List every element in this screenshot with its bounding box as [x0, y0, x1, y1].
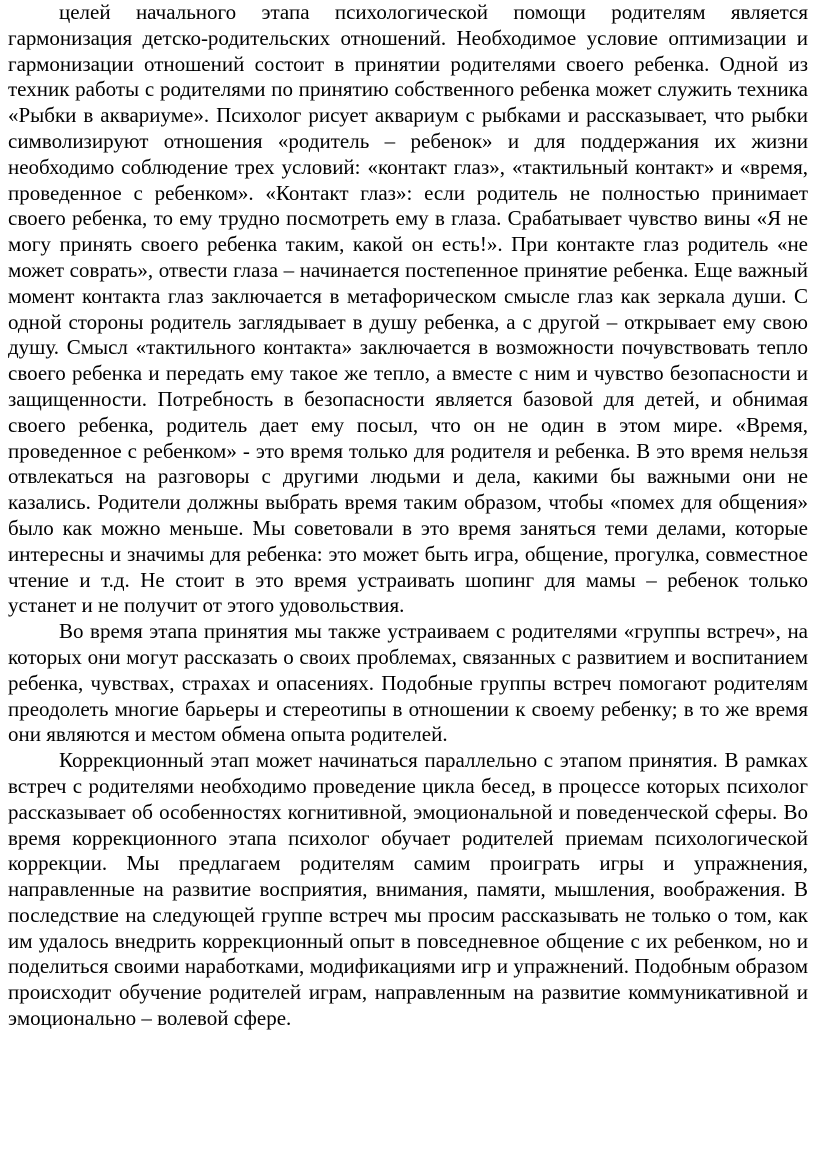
paragraph-3: Коррекционный этап может начинаться параллельно с этапом принятия. В рамках встреч с родителями необходимо проведение цикла бесед, в процессе которых психолог рассказывает об особенностях когнитивной, эмоциональной и поведенческой сферы. Во время коррекционного этапа психолог обучает родителей приемам психологической коррекции. Мы предлагаем родителям самим проиграть игры и упражнения, направленные на развитие восприятия, внимания, памяти, мышления, воображения. В последствие на следующей группе встреч мы просим рассказывать не только о том, как им удалось внедрить коррекционный опыт в повседневное общение с их ребенком, но и поделиться своими наработками, модификациями игр и упражнений. Подобным образом происходит обучение родителей играм, направленным на развитие коммуникативной и эмоционально – волевой сфере. — [8, 748, 808, 1031]
paragraph-2: Во время этапа принятия мы также устраиваем с родителями «группы встреч», на которых они могут рассказать о своих проблемах, связанных с развитием и воспитанием ребенка, чувствах, страхах и опасениях. Подобные группы встреч помогают родителям преодолеть многие барьеры и стереотипы в отношении к своему ребенку; в то же время они являются и местом обмена опыта родителей. — [8, 619, 808, 747]
paragraph-1: целей начального этапа психологической помощи родителям является гармонизация детско-родительских отношений. Необходимое условие оптимизации и гармонизации отношений состоит в принятии родителями своего ребенка. Одной из техник работы с родителями по принятию собственного ребенка может служить техника «Рыбки в аквариуме». Психолог рисует аквариум с рыбками и рассказывает, что рыбки символизируют отношения «родитель – ребенок» и для поддержания их жизни необходимо соблюдение трех условий: «контакт глаз», «тактильный контакт» и «время, проведенное с ребенком». «Контакт глаз»: если родитель не полностью принимает своего ребенка, то ему трудно посмотреть ему в глаза. Срабатывает чувство вины «Я не могу принять своего ребенка таким, какой он есть!». При контакте глаз родитель «не может соврать», отвести глаза – начинается постепенное принятие ребенка. Еще важный момент контакта глаз заключается в метафорическом смысле глаз как зеркала души. С одной стороны родитель заглядывает в душу ребенка, а с другой – открывает ему свою душу. Смысл «тактильного контакта» заключается в возможности почувствовать тепло своего ребенка и передать ему такое же тепло, а вместе с ним и чувство безопасности и защищенности. Потребность в безопасности является базовой для детей, и обнимая своего ребенка, родитель дает ему посыл, что он не один в этом мире. «Время, проведенное с ребенком» - это время только для родителя и ребенка. В это время нельзя отвлекаться на разговоры с другими людьми и дела, какими бы важными они не казались. Родители должны выбрать время таким образом, чтобы «помех для общения» было как можно меньше. Мы советовали в это время заняться теми делами, которые интересны и значимы для ребенка: это может быть игра, общение, прогулка, совместное чтение и т.д. Не стоит в это время устраивать шопинг для мамы – ребенок только устанет и не получит от этого удовольствия. — [8, 0, 808, 618]
